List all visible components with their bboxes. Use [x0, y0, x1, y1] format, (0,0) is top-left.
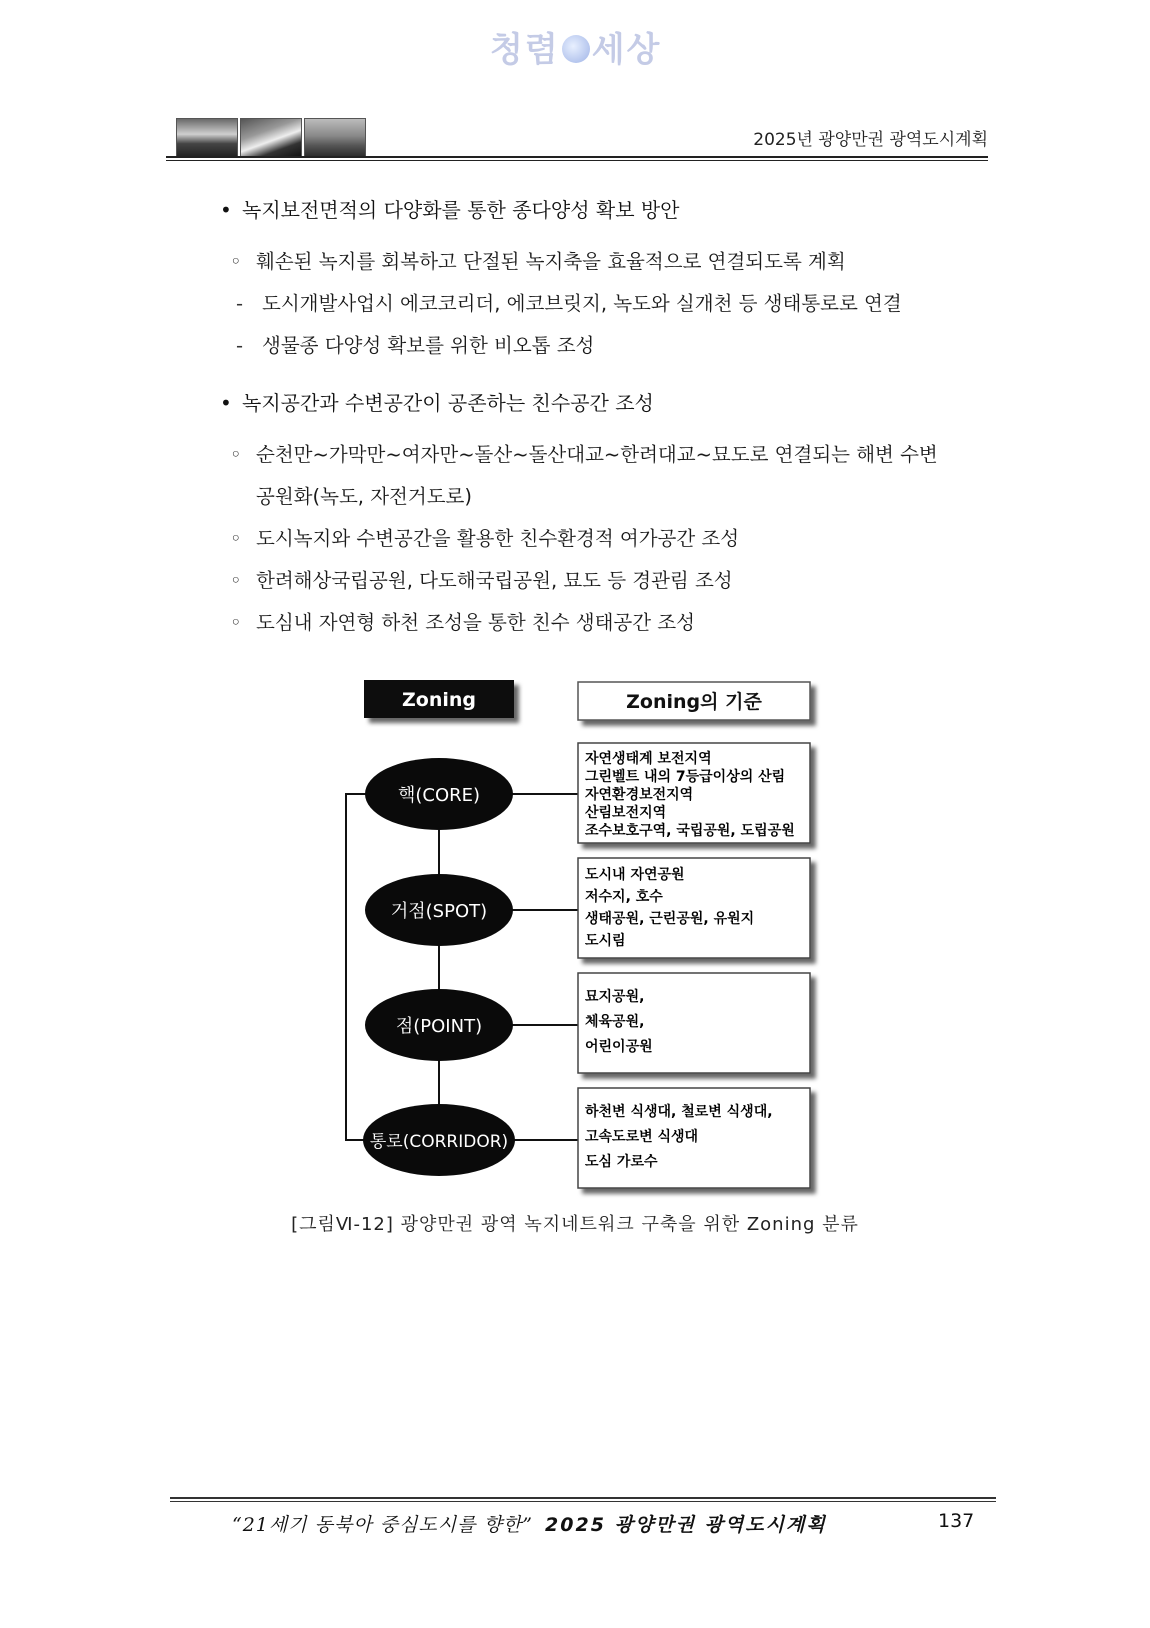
item-mark: ◦ [230, 569, 242, 592]
criteria-text: 체육공원, [585, 1014, 645, 1030]
zoning-header-label: Zoning [402, 689, 476, 711]
item-text: 도시녹지와 수변공간을 활용한 친수환경적 여가공간 조성 [256, 527, 740, 550]
zone-point-label: 점(POINT) [395, 1016, 483, 1037]
item-mark: ◦ [230, 611, 242, 634]
criteria-text: 고속도로변 식생대 [585, 1129, 699, 1145]
criteria-text: 도심 가로수 [585, 1154, 658, 1170]
criteria-text: 자연생태계 보전지역 [585, 751, 712, 767]
page-number: 137 [938, 1510, 975, 1532]
footer-rule-thin [170, 1501, 996, 1502]
header-title: 2025년 광양만권 광역도시계획 [753, 130, 988, 150]
figure-caption: [그림Ⅵ-12] 광양만권 광역 녹지네트워크 구축을 위한 Zoning 분류 [291, 1214, 859, 1235]
watermark-right: 세상 [591, 30, 662, 70]
item-text: 도심내 자연형 하천 조성을 통한 친수 생태공간 조성 [256, 611, 695, 634]
item-text: 한려해상국립공원, 다도해국립공원, 묘도 등 경관림 조성 [256, 569, 733, 592]
item-text: 생물종 다양성 확보를 위한 비오톱 조성 [262, 334, 595, 357]
footer-rule [170, 1497, 996, 1499]
criteria-text: 조수보호구역, 국립공원, 도립공원 [585, 823, 795, 839]
item-mark: ◦ [230, 527, 242, 550]
bullet-icon: • [220, 198, 232, 222]
criteria-header-label: Zoning의 기준 [626, 691, 762, 713]
criteria-text: 도시림 [585, 933, 626, 949]
zone-corridor-label: 통로(CORRIDOR) [369, 1132, 509, 1152]
item-mark: - [236, 334, 244, 357]
section2-heading-text: 녹지공간과 수변공간이 공존하는 친수공간 조성 [242, 391, 654, 415]
section1-heading-text: 녹지보전면적의 다양화를 통한 종다양성 확보 방안 [242, 198, 680, 222]
criteria-text: 어린이공원 [585, 1039, 653, 1055]
zone-spot-label: 거점(SPOT) [390, 901, 488, 922]
criteria-text: 생태공원, 근린공원, 유원지 [585, 911, 755, 927]
criteria-text: 하천변 식생대, 철로변 식생대, [585, 1104, 773, 1120]
left-bracket-line [346, 794, 370, 1140]
item-mark: ◦ [230, 443, 242, 466]
item-mark: ◦ [230, 250, 242, 273]
bullet-icon: • [220, 391, 232, 415]
zone-core-label: 핵(CORE) [397, 785, 481, 806]
item-text: 순천만~가막만~여자만~돌산~돌산대교~한려대교~묘도로 연결되는 해변 수변 [256, 443, 938, 466]
item-text: 공원화(녹도, 자전거도로) [256, 485, 472, 508]
footer-text [232, 1510, 827, 1537]
criteria-text: 자연환경보전지역 [585, 787, 694, 803]
criteria-text: 도시내 자연공원 [585, 867, 685, 883]
criteria-text: 산림보전지역 [585, 805, 667, 821]
watermark-left: 청렴 [490, 30, 560, 70]
item-text: 훼손된 녹지를 회복하고 단절된 녹지축을 효율적으로 연결되도록 계획 [256, 250, 846, 273]
footer-quote: “21세기 동북아 중심도시를 향한” [232, 1514, 533, 1536]
criteria-text: 묘지공원, [585, 989, 645, 1005]
item-mark: - [236, 292, 244, 315]
criteria-text: 그린벨트 내의 7등급이상의 산림 [585, 769, 786, 785]
item-text: 도시개발사업시 에코코리더, 에코브릿지, 녹도와 실개천 등 생태통로로 연결 [262, 292, 902, 315]
footer-title: 2025 광양만권 광역도시계획 [545, 1514, 827, 1536]
criteria-text: 저수지, 호수 [585, 889, 663, 905]
